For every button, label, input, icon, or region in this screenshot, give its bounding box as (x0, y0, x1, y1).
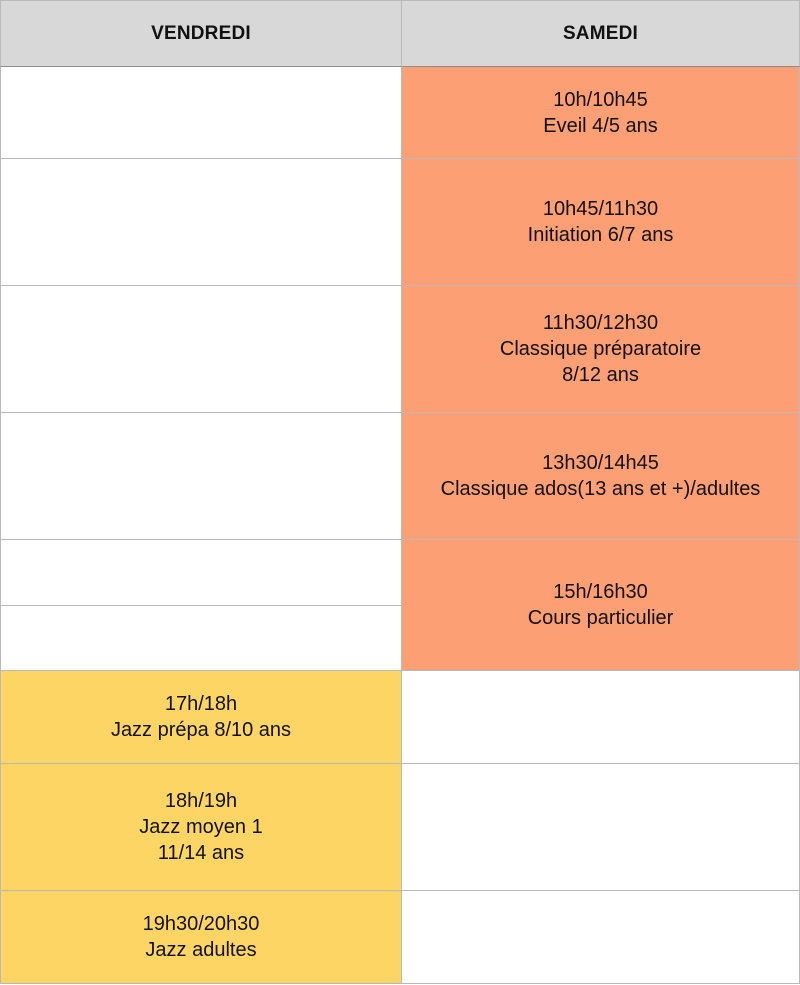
course-age: 11/14 ans (157, 842, 245, 864)
samedi-course-cell (402, 159, 800, 286)
samedi-empty-cell (402, 891, 800, 984)
course-label: Jazz prépa 8/10 ans (110, 719, 292, 741)
vendredi-course-cell (0, 891, 402, 984)
samedi-course-cell (402, 540, 800, 671)
vendredi-empty-cell (0, 159, 402, 286)
vendredi-empty-cell (0, 67, 402, 159)
samedi-course-cell (402, 67, 800, 159)
vendredi-course-cell (0, 764, 402, 891)
samedi-empty-cell (402, 671, 800, 764)
course-label: Classique préparatoire (499, 338, 702, 360)
column-header-samedi: SAMEDI (402, 0, 800, 67)
vendredi-empty-cell (0, 540, 402, 606)
samedi-course-cell (402, 413, 800, 540)
course-time: 19h30/20h30 (142, 913, 260, 935)
course-time: 13h30/14h45 (542, 452, 659, 474)
vendredi-empty-cell (0, 286, 402, 413)
course-age: 8/12 ans (562, 364, 639, 386)
samedi-empty-cell (402, 764, 800, 891)
course-label: Jazz adultes (145, 939, 257, 961)
course-label: Eveil 4/5 ans (543, 114, 658, 137)
vendredi-empty-cell (0, 606, 402, 671)
course-label: Cours particulier (527, 607, 674, 629)
vendredi-course-cell (0, 671, 402, 764)
course-time: 15h/16h30 (553, 581, 648, 603)
column-header-vendredi: VENDREDI (0, 0, 402, 67)
course-time: 10h45/11h30 (542, 198, 659, 220)
course-time: 11h30/12h30 (542, 312, 659, 334)
course-time: 17h/18h (164, 693, 238, 715)
course-label: Jazz moyen 1 (139, 816, 263, 838)
course-label: Classique ados(13 ans et +)/adultes (440, 478, 761, 500)
course-time: 10h/10h45 (553, 88, 648, 111)
course-time: 18h/19h (164, 790, 238, 812)
samedi-course-cell (402, 286, 800, 413)
course-label: Initiation 6/7 ans (527, 224, 674, 246)
vendredi-empty-cell (0, 413, 402, 540)
